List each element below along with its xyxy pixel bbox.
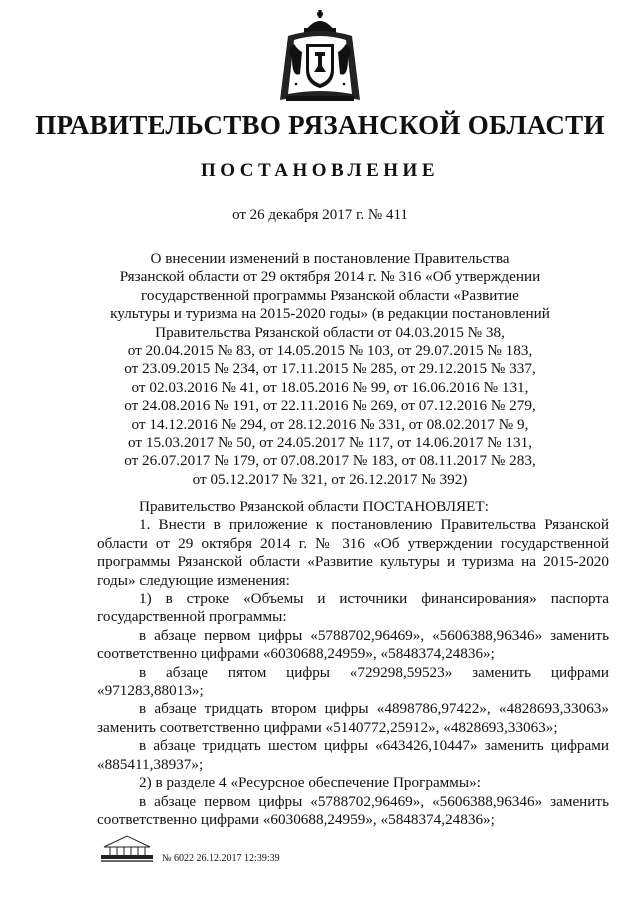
resolution-statement: Правительство Рязанской области ПОСТАНОВЛЯЕТ: (139, 498, 489, 515)
paragraph-item-1-1: 1) в строке «Объемы и источники финансирования» паспорта государственной программы: (97, 590, 609, 626)
amendment-line: от 14.12.2016 № 294, от 28.12.2016 № 331, от 08.02.2017 № 9, (131, 415, 529, 433)
amendment-line: Правительства Рязанской области от 04.03.2015 № 38, (155, 323, 505, 341)
paragraph-text: в абзаце тридцать шестом цифры «643426,10447» заменить цифрами «885411,38937»; (97, 737, 609, 773)
amendment-line: культуры и туризма на 2015-2020 годы» (в редакции постановлений (110, 305, 550, 323)
registry-stamp-icon (98, 833, 156, 863)
paragraph-item-1-2: 2) в разделе 4 «Ресурсное обеспечение Программы»: (139, 774, 481, 792)
document-body (97, 498, 609, 829)
paragraph-text: в абзаце первом цифры «5788702,96469», «5606388,96346» заменить соответственно цифрами «6030688,24959», «5848374,24836»; (97, 626, 609, 663)
amendment-line: Рязанской области от 29 октября 2014 г. № 316 «Об утверждении (119, 268, 541, 286)
amendment-line: от 23.09.2015 № 234, от 17.11.2015 № 285, от 29.12.2015 № 337, (124, 360, 536, 378)
document-date-number: от 26 декабря 2017 г. № 411 (232, 207, 408, 223)
paragraph-item-1: 1. Внести в приложение к постановлению Правительства Рязанской области от 29 октября 2014 г. № 316 «Об утверждении государственной программы Рязанской области «Развитие культуры и туризма на 2015-2020 годы» следующие изменения: (97, 516, 609, 589)
paragraph-text: в абзаце пятом цифры «729298,59523» заменить цифрами «971283,88013»; (97, 663, 609, 700)
amendment-line: от 20.04.2015 № 83, от 14.05.2015 № 103, от 29.07.2015 № 183, (127, 342, 533, 360)
amendment-line: от 24.08.2016 № 191, от 22.11.2016 № 269, от 07.12.2016 № 279, (124, 397, 536, 415)
registration-mark: № 6022 26.12.2017 12:39:39 (162, 853, 280, 864)
page-title: ПРАВИТЕЛЬСТВО РЯЗАНСКОЙ ОБЛАСТИ (35, 110, 605, 140)
amendment-line: от 15.03.2017 № 50, от 24.05.2017 № 117, от 14.06.2017 № 131, (128, 434, 532, 452)
amendment-line: от 26.07.2017 № 179, от 07.08.2017 № 183, от 08.11.2017 № 283, (124, 452, 536, 470)
amendment-line: от 05.12.2017 № 321, от 26.12.2017 № 392) (192, 470, 468, 488)
document-type: ПОСТАНОВЛЕНИЕ (200, 160, 440, 181)
coat-of-arms-icon (268, 8, 372, 108)
paragraph-text: в абзаце тридцать втором цифры «4898786,97422», «4828693,33063» заменить соответственно цифрами «5140772,25912», «4828693,33063»; (97, 700, 609, 736)
amendment-line: от 02.03.2016 № 41, от 18.05.2016 № 99, от 16.06.2016 № 131, (131, 378, 529, 396)
amendment-title (110, 250, 550, 489)
amendment-line: О внесении изменений в постановление Правительства (150, 250, 510, 267)
amendment-line: государственной программы Рязанской области «Развитие (141, 286, 519, 304)
paragraph-text: в абзаце первом цифры «5788702,96469», «5606388,96346» заменить соответственно цифрами «6030688,24959», «5848374,24836»; (97, 792, 609, 828)
